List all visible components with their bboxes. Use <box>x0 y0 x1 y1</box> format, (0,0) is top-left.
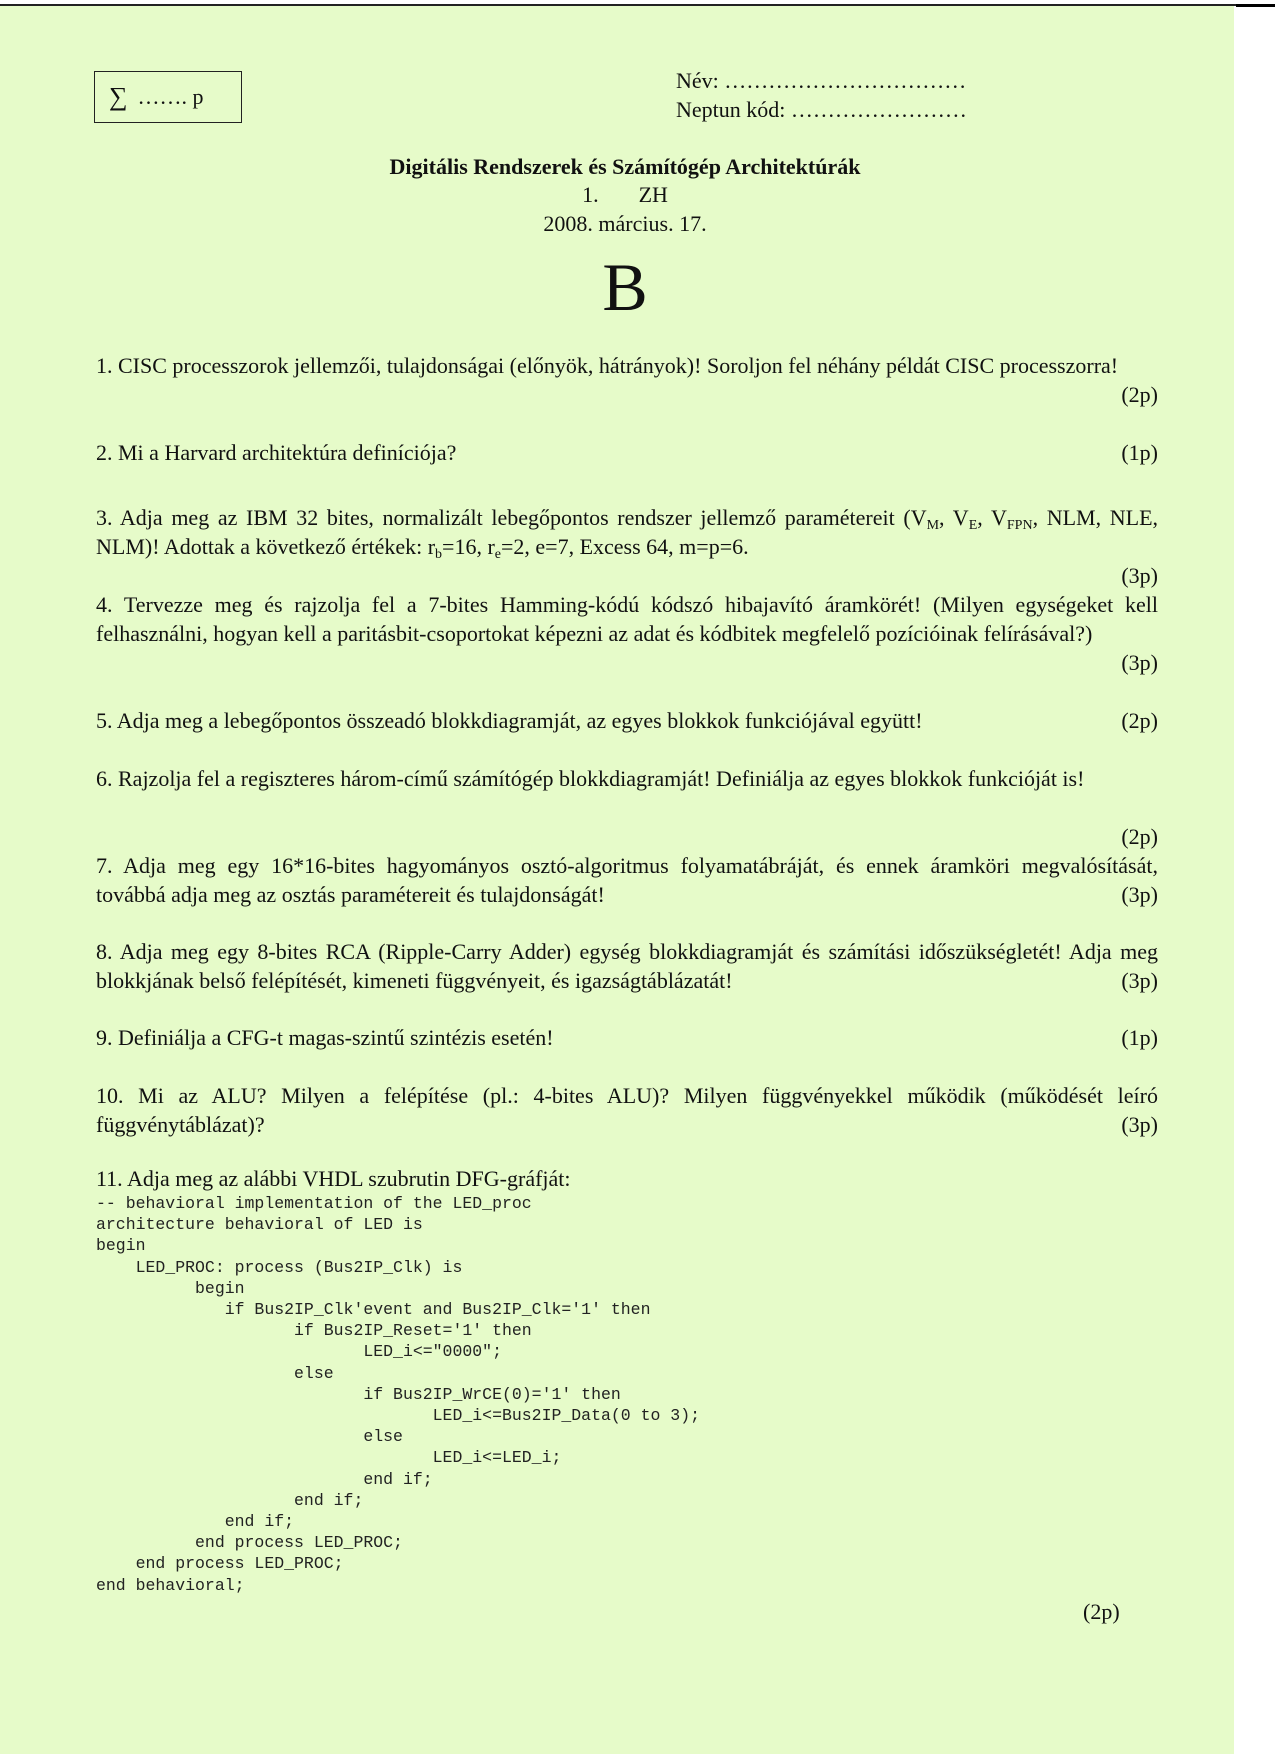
question-text: 7. Adja meg egy 16*16-bites hagyományos osztó-algoritmus folyamatábráját, és ennek áramköri megvalósítását, továbbá adja meg az osztás paramétereit és tulajdonságát! <box>96 853 1158 907</box>
code-line: LED_i<="0000"; <box>96 1342 502 1362</box>
question-text: 9. Definiálja a CFG-t magas-szintű szintézis esetén! <box>96 1025 554 1050</box>
code-line: end if; <box>96 1469 433 1489</box>
exam-date: 2008. március. 17. <box>543 211 707 236</box>
question-text: 3. Adja meg az IBM 32 bites, normalizált lebegőpontos rendszer jellemző paramétereit (V <box>96 505 927 530</box>
exam-label <box>0 182 1250 208</box>
exam-number: 1. <box>582 182 599 207</box>
exam-type: ZH <box>638 182 668 207</box>
scan-edge-mark <box>1236 4 1275 7</box>
question-8 <box>96 937 1158 995</box>
code-line: end if; <box>96 1512 295 1532</box>
subscript: FPN <box>1006 518 1033 533</box>
question-2 <box>96 438 1158 467</box>
question-1 <box>96 351 1158 407</box>
exam-sheet <box>0 6 1234 1754</box>
question-points: (1p) <box>1121 1025 1158 1050</box>
question-5 <box>96 706 1158 735</box>
question-points: (3p) <box>1121 882 1158 907</box>
question-4 <box>96 590 1158 675</box>
score-blank: ……. p <box>137 84 204 109</box>
question-points: (2p) <box>1121 824 1158 849</box>
question-points: (2p) <box>1121 382 1158 407</box>
subscript: e <box>494 547 501 562</box>
question-points: (3p) <box>1121 650 1158 675</box>
code-line: architecture behavioral of LED is <box>96 1215 423 1235</box>
question-text: 4. Tervezze meg és rajzolja fel a 7-bites Hamming-kódú kódszó hibajavító áramkörét! (Milyen egységeket kell felhasználni, hogyan kell a paritásbit-csoportokat képezni az adat és kódbitek megfelelő pozícióinak felírásával?) <box>96 592 1158 646</box>
code-line: begin <box>96 1278 245 1298</box>
question-11 <box>96 1164 1158 1193</box>
code-line: else <box>96 1363 334 1383</box>
question-points: (2p) <box>1121 708 1158 733</box>
code-line: LED_PROC: process (Bus2IP_Clk) is <box>96 1257 463 1277</box>
question-10 <box>96 1081 1158 1139</box>
question-text: 1. CISC processzorok jellemzői, tulajdonságai (előnyök, hátrányok)! Soroljon fel néhány példát CISC processzorra! <box>96 353 1119 378</box>
question-text: , V <box>977 505 1007 530</box>
question-3 <box>96 503 1159 588</box>
question-text: =16, r <box>442 534 495 559</box>
score-box <box>94 71 242 123</box>
question-text: 11. Adja meg az alábbi VHDL szubrutin DFG-gráfját: <box>96 1166 571 1191</box>
vhdl-code-block <box>96 1193 700 1596</box>
question-text: 6. Rajzolja fel a regiszteres három-című számítógép blokkdiagramját! Definiálja az egyes blokkok funkcióját is! <box>96 766 1085 791</box>
code-line: if Bus2IP_Reset='1' then <box>96 1321 532 1341</box>
code-line: -- behavioral implementation of the LED_proc <box>96 1194 532 1213</box>
question-points: (3p) <box>1121 1112 1158 1137</box>
subscript: b <box>435 547 443 562</box>
code-line: begin <box>96 1236 146 1256</box>
question-6 <box>96 764 1158 849</box>
code-line: end if; <box>96 1490 364 1510</box>
student-fields <box>676 66 967 124</box>
course-title: Digitális Rendszerek és Számítógép Architektúrák <box>389 154 861 179</box>
question-text: 2. Mi a Harvard architektúra definíciója? <box>96 440 457 465</box>
code-line: if Bus2IP_WrCE(0)='1' then <box>96 1384 621 1404</box>
question-points: (3p) <box>1121 968 1158 993</box>
subscript: E <box>968 518 978 533</box>
question-text: =2, e=7, Excess 64, m=p=6. <box>501 534 749 559</box>
question-text: , NLM, NLE, NLM)! Adottak a következő értékek: r <box>96 505 1159 559</box>
code-line: LED_i<=Bus2IP_Data(0 to 3); <box>96 1406 700 1426</box>
question-points: (1p) <box>1121 440 1158 465</box>
question-9 <box>96 1023 1158 1052</box>
question-points: (3p) <box>1121 563 1158 588</box>
code-line: end behavioral; <box>96 1575 245 1595</box>
code-line: end process LED_PROC; <box>96 1533 403 1553</box>
name-field[interactable]: Név: …………………………… <box>676 68 967 93</box>
question-text: 8. Adja meg egy 8-bites RCA (Ripple-Carry Adder) egység blokkdiagramját és számítási időszükségletét! Adja meg blokkjának belső felépítését, kimeneti függvényeit, és igazságtáblázatát! <box>96 939 1158 993</box>
code-line: LED_i<=LED_i; <box>96 1448 562 1468</box>
question-text: , V <box>939 505 969 530</box>
code-line: end process LED_PROC; <box>96 1554 344 1574</box>
sigma-icon: ∑ <box>109 82 128 111</box>
exam-variant: B <box>602 249 648 325</box>
neptun-code-field[interactable]: Neptun kód: …………………… <box>676 97 967 122</box>
subscript: M <box>926 518 940 533</box>
code-line: if Bus2IP_Clk'event and Bus2IP_Clk='1' then <box>96 1300 651 1320</box>
code-line: else <box>96 1427 403 1447</box>
question-11-points: (2p) <box>1083 1599 1120 1624</box>
question-7 <box>96 851 1158 909</box>
question-text: 5. Adja meg a lebegőpontos összeadó blokkdiagramját, az egyes blokkok funkciójával együtt! <box>96 708 923 733</box>
question-text: 10. Mi az ALU? Milyen a felépítése (pl.: 4-bites ALU)? Milyen függvényekkel működik (működését leíró függvénytáblázat)? <box>96 1083 1158 1137</box>
